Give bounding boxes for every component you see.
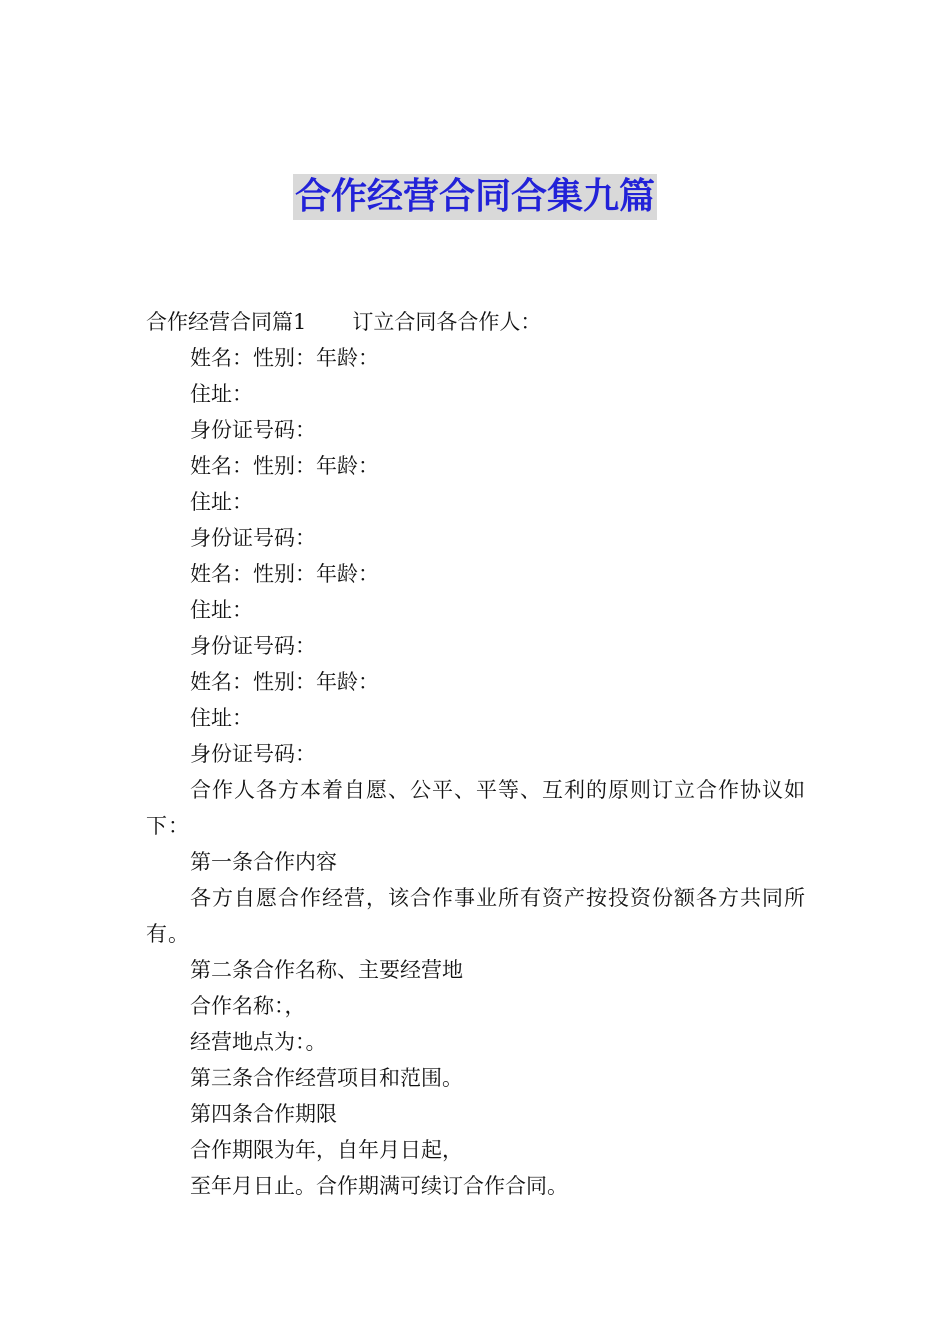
- article-2-place: 经营地点为：。: [190, 1030, 327, 1054]
- party-line: 身份证号码：: [190, 742, 316, 766]
- party-line: 姓名：性别：年龄：: [190, 346, 379, 370]
- article-4-line-2: 至年月日止。合作期满可续订合作合同。: [190, 1174, 568, 1198]
- party-line: 身份证号码：: [190, 418, 316, 442]
- article-4-line-1: 合作期限为年，自年月日起，: [190, 1138, 463, 1162]
- party-line: 住址：: [190, 490, 253, 514]
- article-2-title: 第二条合作名称、主要经营地: [190, 958, 463, 982]
- article-3-title: 第三条合作经营项目和范围。: [190, 1066, 463, 1090]
- parties-intro: 订立合同各合作人：: [352, 310, 542, 334]
- article-4-title: 第四条合作期限: [190, 1102, 337, 1126]
- contract-section-heading: 合作经营合同篇1: [146, 310, 307, 334]
- document-title: 合作经营合同合集九篇: [293, 174, 657, 220]
- party-line: 住址：: [190, 598, 253, 622]
- party-line: 身份证号码：: [190, 526, 316, 550]
- principle-paragraph: 合作人各方本着自愿、公平、平等、互利的原则订立合作协议如下：: [146, 778, 806, 838]
- party-line: 姓名：性别：年龄：: [190, 670, 379, 694]
- article-1-title: 第一条合作内容: [190, 850, 337, 874]
- title-container: [0, 174, 950, 220]
- party-line: 住址：: [190, 382, 253, 406]
- party-line: 住址：: [190, 706, 253, 730]
- party-line: 姓名：性别：年龄：: [190, 562, 379, 586]
- document-body: [146, 304, 808, 1204]
- party-line: 身份证号码：: [190, 634, 316, 658]
- contract-heading-line: [146, 304, 808, 340]
- article-1-text: 各方自愿合作经营，该合作事业所有资产按投资份额各方共同所有。: [146, 886, 806, 946]
- party-line: 姓名：性别：年龄：: [190, 454, 379, 478]
- article-2-name: 合作名称：，: [190, 994, 306, 1018]
